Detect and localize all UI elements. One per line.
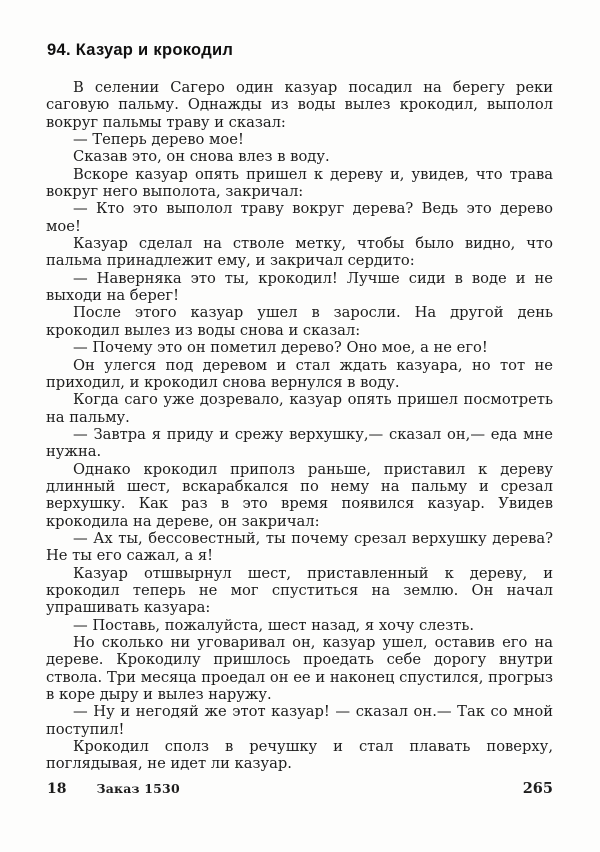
story-title: 94. Казуар и крокодил (47, 41, 234, 59)
story-paragraph: — Завтра я приду и срежу верхушку,— сказал он,— еда мне нужна. (46, 425, 553, 461)
story-paragraph: Однако крокодил приполз раньше, приставил к дереву длинный шест, вскарабкался по нему на пальму и срезал верхушку. Как раз в это время появился казуар. Увидев крокодила на дереве, он закричал: (46, 460, 553, 530)
story-paragraph: — Почему это он пометил дерево? Оно мое, а не его! (73, 339, 488, 357)
story-body (46, 79, 553, 773)
story-paragraph: — Ну и негодяй же этот казуар! — сказал он.— Так со мной поступил! (46, 703, 553, 738)
print-order-note: Заказ 1530 (96, 781, 180, 796)
story-paragraph: Но сколько ни уговаривал он, казуар ушел, оставив его на дереве. Крокодилу пришлось проедать себе дорогу внутри ствола. Три месяца проедал он ее и наконец спустился, прогрыз в коре дыру и вылез наружу. (46, 634, 553, 704)
story-paragraph: — Кто это выполол траву вокруг дерева? Ведь это дерево мое! (46, 200, 553, 235)
story-paragraph: Сказав это, он снова влез в воду. (73, 148, 330, 166)
story-paragraph: Казуар сделал на стволе метку, чтобы было видно, что пальма принадлежит ему, и закричал сердито: (46, 235, 553, 270)
page-number: 265 (522, 780, 553, 797)
page-footer (47, 780, 553, 797)
story-paragraph: — Наверняка это ты, крокодил! Лучше сиди в воде и не выходи на берег! (46, 269, 553, 305)
story-paragraph: В селении Сагеро один казуар посадил на берегу реки саговую пальму. Однажды из воды вылез крокодил, выполол вокруг пальмы траву и сказал: (46, 79, 553, 131)
story-paragraph: Крокодил сполз в речушку и стал плавать поверху, поглядывая, не идет ли казуар. (46, 738, 553, 773)
story-paragraph: Когда саго уже дозревало, казуар опять пришел посмотреть на пальму. (46, 391, 553, 426)
story-paragraph: — Ах ты, бессовестный, ты почему срезал верхушку дерева? Не ты его сажал, а я! (46, 529, 553, 565)
story-paragraph: Он улегся под деревом и стал ждать казуара, но тот не приходил, и крокодил снова вернулся в воду. (46, 356, 553, 391)
print-signature-number: 18 (47, 781, 67, 797)
story-paragraph: Казуар отшвырнул шест, приставленный к дереву, и крокодил теперь не мог спуститься на землю. Он начал упрашивать казуара: (46, 564, 553, 617)
story-paragraph: Вскоре казуар опять пришел к дереву и, увидев, что трава вокруг него выполота, закричал: (46, 165, 553, 201)
story-paragraph: После этого казуар ушел в заросли. На другой день крокодил вылез из воды снова и сказал: (46, 304, 553, 339)
story-paragraph: — Теперь дерево мое! (73, 131, 244, 149)
story-paragraph: — Поставь, пожалуйста, шест назад, я хочу слезть. (73, 616, 475, 634)
